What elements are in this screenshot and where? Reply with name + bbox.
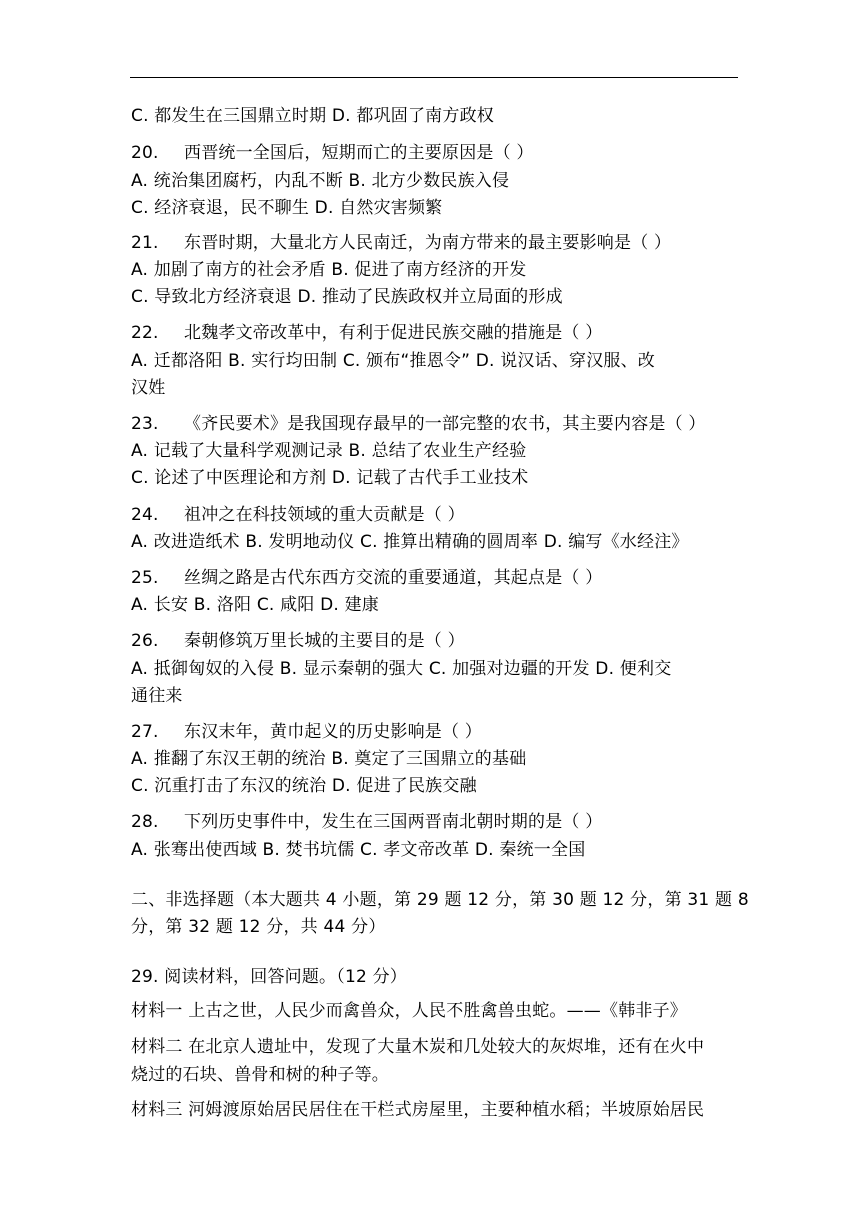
question-22-stem	[131, 322, 602, 344]
question-20-stem	[131, 142, 534, 164]
section-two-title: 二、非选择题（本大题共 4 小题，第 29 题 12 分，第 30 题 12 分，第 31 题 8	[131, 890, 749, 910]
question-text: 《齐民要术》是我国现存最早的一部完整的农书，其主要内容是（ ）	[184, 414, 706, 434]
question-20-options-ab: A. 统治集团腐朽，内乱不断 B. 北方少数民族入侵	[131, 171, 510, 191]
question-number: 21.	[131, 233, 159, 253]
question-text: 东汉末年，黄巾起义的历史影响是（ ）	[184, 722, 483, 742]
question-21-stem	[131, 232, 671, 254]
question-21-options-ab: A. 加剧了南方的社会矛盾 B. 促进了南方经济的开发	[131, 260, 527, 280]
question-text: 秦朝修筑万里长城的主要目的是（ ）	[184, 631, 465, 651]
question-number: 22.	[131, 323, 159, 343]
question-text: 西晋统一全国后，短期而亡的主要原因是（ ）	[184, 143, 534, 163]
material-two-cont: 烧过的石块、兽骨和树的种子等。	[131, 1065, 389, 1085]
question-26-options-cont: 通往来	[131, 686, 183, 706]
question-text: 祖冲之在科技领域的重大贡献是（ ）	[184, 505, 465, 525]
question-28-options: A. 张骞出使西域 B. 焚书坑儒 C. 孝文帝改革 D. 秦统一全国	[131, 840, 586, 860]
material-two: 材料二 在北京人遗址中，发现了大量木炭和几处较大的灰烬堆，还有在火中	[131, 1037, 705, 1057]
question-22-options-cont: 汉姓	[131, 378, 166, 398]
question-text: 丝绸之路是古代东西方交流的重要通道，其起点是（ ）	[184, 568, 603, 588]
question-27-options-cd: C. 沉重打击了东汉的统治 D. 促进了民族交融	[131, 776, 477, 796]
question-text: 下列历史事件中，发生在三国两晋南北朝时期的是（ ）	[184, 812, 603, 832]
material-three: 材料三 河姆渡原始居民居住在干栏式房屋里，主要种植水稻；半坡原始居民	[131, 1100, 705, 1120]
question-24-options: A. 改进造纸术 B. 发明地动仪 C. 推算出精确的圆周率 D. 编写《水经注》	[131, 532, 689, 552]
question-number: 20.	[131, 143, 159, 163]
question-28-stem	[131, 811, 602, 833]
question-20-options-cd: C. 经济衰退，民不聊生 D. 自然灾害频繁	[131, 198, 443, 218]
header-rule	[130, 77, 738, 78]
question-22-options: A. 迁都洛阳 B. 实行均田制 C. 颁布“推恩令” D. 说汉话、穿汉服、改	[131, 351, 656, 371]
question-23-options-ab: A. 记载了大量科学观测记录 B. 总结了农业生产经验	[131, 441, 527, 461]
material-one: 材料一 上古之世，人民少而禽兽众，人民不胜禽兽虫蛇。——《韩非子》	[131, 1001, 688, 1021]
question-26-stem	[131, 630, 465, 652]
question-29-stem: 29. 阅读材料，回答问题。（12 分）	[131, 967, 407, 987]
question-text: 北魏孝文帝改革中，有利于促进民族交融的措施是（ ）	[184, 323, 603, 343]
question-number: 26.	[131, 631, 159, 651]
question-text: 东晋时期，大量北方人民南迁，为南方带来的最主要影响是（ ）	[184, 233, 672, 253]
question-number: 25.	[131, 568, 159, 588]
question-number: 24.	[131, 505, 159, 525]
q19-options-cd: C. 都发生在三国鼎立时期 D. 都巩固了南方政权	[131, 106, 494, 126]
question-number: 27.	[131, 722, 159, 742]
question-number: 28.	[131, 812, 159, 832]
question-number: 23.	[131, 414, 159, 434]
question-23-options-cd: C. 论述了中医理论和方剂 D. 记载了古代手工业技术	[131, 468, 529, 488]
question-27-options-ab: A. 推翻了东汉王朝的统治 B. 奠定了三国鼎立的基础	[131, 749, 527, 769]
question-21-options-cd: C. 导致北方经济衰退 D. 推动了民族政权并立局面的形成	[131, 287, 563, 307]
question-25-stem	[131, 567, 602, 589]
question-26-options: A. 抵御匈奴的入侵 B. 显示秦朝的强大 C. 加强对边疆的开发 D. 便利交	[131, 659, 672, 679]
section-two-title-cont: 分，第 32 题 12 分，共 44 分）	[131, 917, 386, 937]
question-25-options: A. 长安 B. 洛阳 C. 咸阳 D. 建康	[131, 595, 379, 615]
question-23-stem	[131, 413, 706, 435]
question-27-stem	[131, 721, 482, 743]
question-24-stem	[131, 504, 465, 526]
